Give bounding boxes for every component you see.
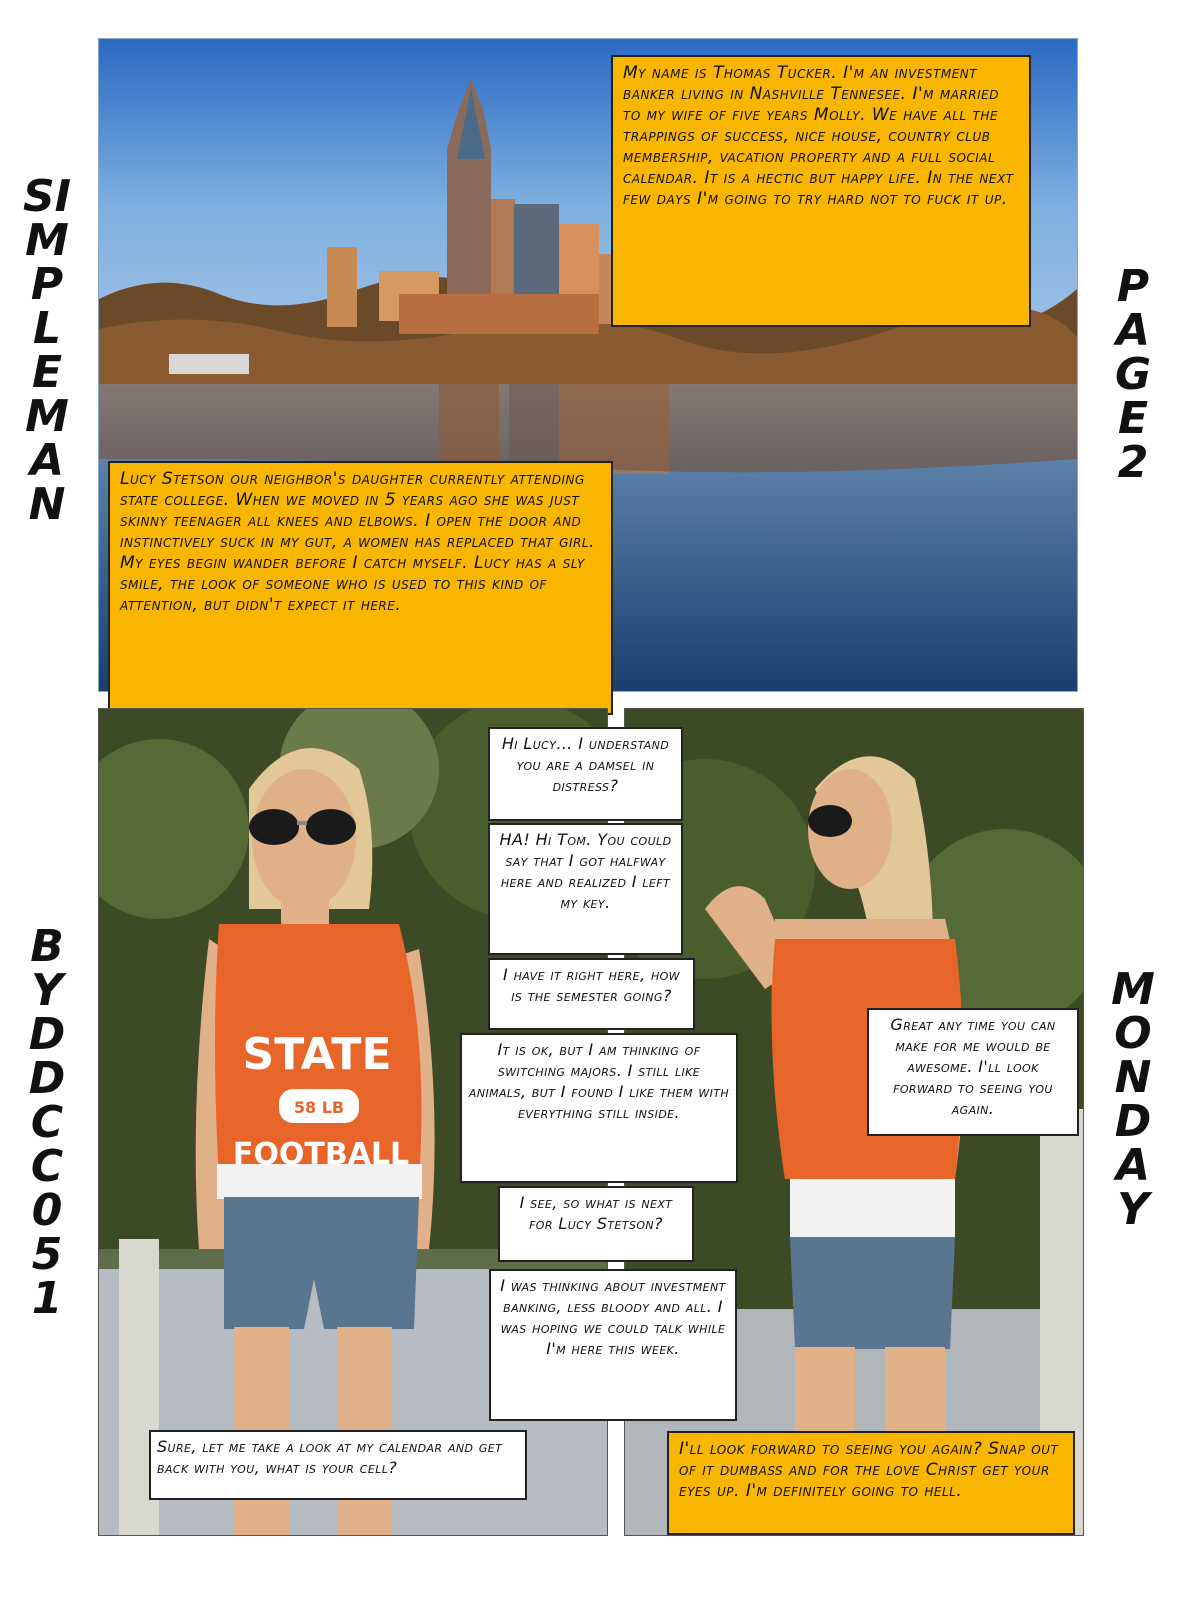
narration-caption-going-to-hell: I'll look forward to seeing you again? Snap out of it dumbass and for the love Christ get your eyes up. I'm definitely going to hell. bbox=[667, 1431, 1075, 1535]
page-number-vertical: PAGE 2 bbox=[1114, 261, 1152, 488]
author-credit-vertical: BY DDCC051 bbox=[28, 921, 66, 1324]
speech-bubble-tom-damsel: Hi Lucy… I understand you are a damsel in distress? bbox=[488, 727, 683, 821]
day-label-vertical: MONDAY bbox=[1111, 964, 1155, 1235]
shirt-text-number: 58 LB bbox=[293, 1098, 345, 1117]
speech-bubble-tom-whats-next: I see, so what is next for Lucy Stetson? bbox=[498, 1186, 694, 1262]
narration-caption-intro: My name is Thomas Tucker. I'm an investment banker living in Nashville Tennesee. I'm married to my wife of five years Molly. We have all the trappings of success, nice house, country club membership, vacation property and a full social calendar. It is a hectic but happy life. In the next few days I'm going to try hard not to fuck it up. bbox=[611, 55, 1031, 327]
speech-bubble-tom-semester: I have it right here, how is the semester going? bbox=[488, 958, 695, 1030]
speech-bubble-tom-calendar: Sure, let me take a look at my calendar and get back with you, what is your cell? bbox=[149, 1430, 527, 1500]
shirt-text-state: STATE bbox=[242, 1029, 392, 1080]
speech-bubble-lucy-awesome: Great any time you can make for me would be awesome. I'll look forward to seeing you again. bbox=[867, 1008, 1079, 1136]
speech-bubble-lucy-switching-majors: It is ok, but I am thinking of switching majors. I still like animals, but I found I like them with everything still inside. bbox=[460, 1033, 738, 1183]
speech-bubble-lucy-forgot-key: HA! Hi Tom. You could say that I got halfway here and realized I left my key. bbox=[488, 823, 683, 955]
shirt-text-football: FOOTBALL bbox=[232, 1137, 410, 1172]
comic-title-vertical: SIMPLE MAN bbox=[22, 171, 72, 530]
narration-caption-lucy: Lucy Stetson our neighbor's daughter currently attending state college. When we moved in 5 years ago she was just skinny teenager all knees and elbows. I open the door and instinctively suck in my gut, a women has replaced that girl. My eyes begin wander before I catch myself. Lucy has a sly smile, the look of someone who is used to this kind of attention, but didn't expect it here. bbox=[108, 461, 613, 715]
speech-bubble-lucy-investment-banking: I was thinking about investment banking, less bloody and all. I was hoping we could talk while I'm here this week. bbox=[489, 1269, 737, 1421]
